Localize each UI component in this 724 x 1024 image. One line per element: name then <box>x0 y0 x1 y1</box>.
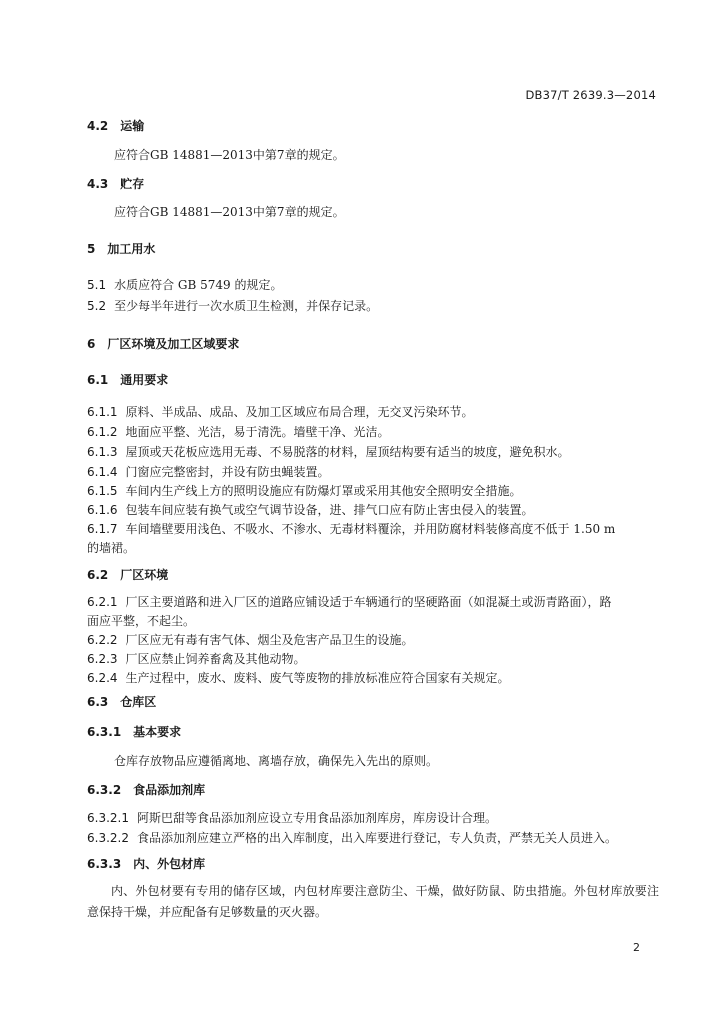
standard-number: DB37/T 2639.3—2014 <box>525 88 656 102</box>
section-number: 6.3.3 <box>87 857 122 871</box>
section-number: 4.3 <box>87 177 109 191</box>
clause-number: 5.2 <box>87 299 107 313</box>
clause-text: 生产过程中，废水、废料、废气等废物的排放标准应符合国家有关规定。 <box>125 671 510 685</box>
section-number: 5 <box>87 242 96 256</box>
section-heading <box>87 240 659 259</box>
clause-number: 6.1.2 <box>87 425 118 439</box>
body-text: 应符合GB 14881—2013中第7章的规定。 <box>114 205 345 219</box>
clause-text: 门窗应完整密封，并设有防虫蝇装置。 <box>125 465 330 479</box>
clause-item <box>87 829 659 848</box>
clause-number: 6.1.4 <box>87 465 118 479</box>
body-paragraph: 内、外包材要有专用的储存区域，内包材库要注意防尘、干燥，做好防鼠、防虫措施。外包材库放要注意保持干燥，并应配备有足够数量的灭火器。 <box>87 884 659 919</box>
section-title: 运输 <box>120 119 145 133</box>
clause-item <box>87 650 659 669</box>
clause-item <box>87 276 659 295</box>
clause-text: 阿斯巴甜等食品添加剂应设立专用食品添加剂库房，库房设计合理。 <box>136 811 497 825</box>
body-text: 应符合GB 14881—2013中第7章的规定。 <box>114 148 345 162</box>
clause-item <box>87 423 659 442</box>
section-heading <box>87 566 659 585</box>
section-title: 加工用水 <box>107 242 156 256</box>
clause-text: 车间墙壁要用浅色、不吸水、不渗水、无毒材料覆涂，并用防腐材料装修高度不低于 1.50 m <box>125 522 616 536</box>
clause-text: 厂区应无有毒有害气体、烟尘及危害产品卫生的设施。 <box>125 633 414 647</box>
clause-text: 车间内生产线上方的照明设施应有防爆灯罩或采用其他安全照明安全措施。 <box>125 484 522 498</box>
clause-text: 食品添加剂应建立严格的出入库制度，出入库要进行登记，专人负责，严禁无关人员进入。 <box>136 831 617 845</box>
section-number: 6 <box>87 337 96 351</box>
section-title: 贮存 <box>120 177 145 191</box>
section-title: 通用要求 <box>120 373 169 387</box>
section-number: 6.3.1 <box>87 725 122 739</box>
section-heading <box>87 175 659 194</box>
section-number: 6.3 <box>87 695 109 709</box>
clause-number: 6.1.6 <box>87 503 118 517</box>
clause-number: 6.1.1 <box>87 405 118 419</box>
clause-number: 6.2.2 <box>87 633 118 647</box>
clause-item <box>87 809 659 828</box>
section-heading <box>87 693 659 712</box>
section-number: 4.2 <box>87 119 109 133</box>
section-title: 厂区环境 <box>120 568 169 582</box>
clause-item <box>87 297 659 316</box>
clause-number: 6.1.3 <box>87 445 118 459</box>
body-text: 仓库存放物品应遵循离地、离墙存放，确保先入先出的原则。 <box>114 754 439 768</box>
section-title: 食品添加剂库 <box>133 783 206 797</box>
section-title: 基本要求 <box>133 725 182 739</box>
clause-number: 5.1 <box>87 278 107 292</box>
clause-text: 水质应符合 GB 5749 的规定。 <box>114 278 283 292</box>
clause-continuation: 的墙裙。 <box>87 541 136 555</box>
clause-item <box>87 482 659 501</box>
section-heading <box>87 781 659 800</box>
clause-text: 厂区主要道路和进入厂区的道路应铺设适于车辆通行的坚硬路面（如混凝土或沥青路面），路 <box>125 595 612 609</box>
page-number: 2 <box>633 941 640 954</box>
clause-item <box>87 631 659 650</box>
section-heading <box>87 117 659 136</box>
clause-text: 地面应平整、光洁，易于清洗。墙壁干净、光洁。 <box>125 425 390 439</box>
clause-item <box>87 463 659 482</box>
clause-number: 6.2.3 <box>87 652 118 666</box>
section-title: 仓库区 <box>120 695 157 709</box>
clause-number: 6.2.4 <box>87 671 118 685</box>
section-title: 内、外包材库 <box>133 857 206 871</box>
clause-item <box>87 403 659 422</box>
clause-number: 6.1.5 <box>87 484 118 498</box>
section-number: 6.2 <box>87 568 109 582</box>
clause-continuation: 面应平整，不起尘。 <box>87 614 196 628</box>
clause-text: 至少每半年进行一次水质卫生检测，并保存记录。 <box>114 299 379 313</box>
section-heading <box>87 723 659 742</box>
clause-item <box>87 520 659 539</box>
section-number: 6.1 <box>87 373 109 387</box>
clause-text: 厂区应禁止饲养畜禽及其他动物。 <box>125 652 306 666</box>
clause-text: 屋顶或天花板应选用无毒、不易脱落的材料，屋顶结构要有适当的坡度，避免积水。 <box>125 445 570 459</box>
clause-text: 原料、半成品、成品、及加工区域应布局合理，无交叉污染环节。 <box>125 405 474 419</box>
clause-number: 6.3.2.1 <box>87 811 129 825</box>
section-title: 厂区环境及加工区域要求 <box>107 337 240 351</box>
clause-item <box>87 443 659 462</box>
clause-number: 6.3.2.2 <box>87 831 129 845</box>
section-heading <box>87 371 659 390</box>
section-number: 6.3.2 <box>87 783 122 797</box>
clause-number: 6.1.7 <box>87 522 118 536</box>
clause-item <box>87 669 659 688</box>
clause-item <box>87 593 659 612</box>
section-heading <box>87 855 659 874</box>
section-heading <box>87 335 659 354</box>
clause-text: 包装车间应装有换气或空气调节设备，进、排气口应有防止害虫侵入的装置。 <box>125 503 534 517</box>
clause-number: 6.2.1 <box>87 595 118 609</box>
clause-item <box>87 501 659 520</box>
